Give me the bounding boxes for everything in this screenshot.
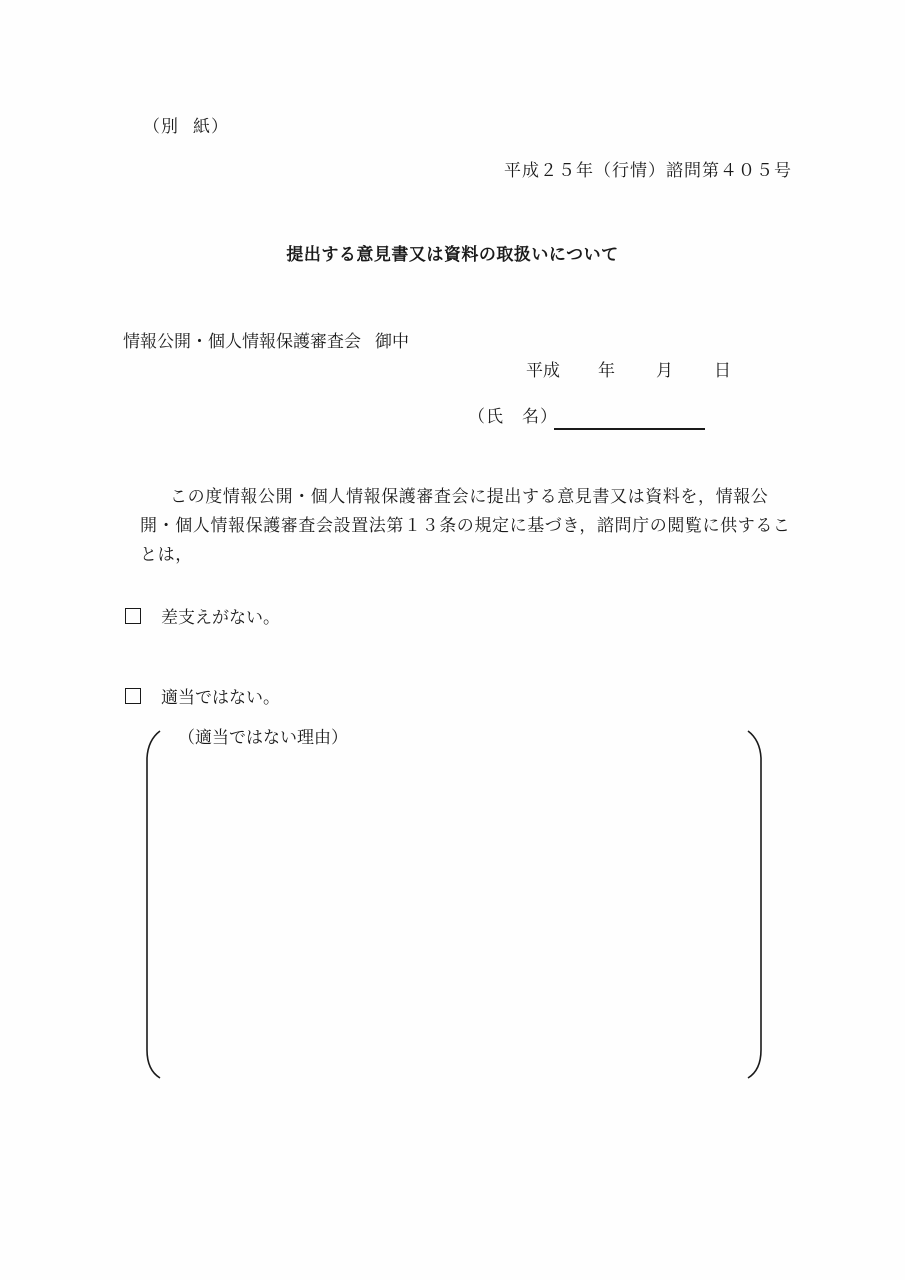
date-day-label: 日 xyxy=(714,361,731,381)
option-not-appropriate-label: 適当ではない。 xyxy=(161,688,280,708)
reference-number: 平成２５年（行情）諮問第４０５号 xyxy=(504,161,792,181)
attachment-label-close: 紙） xyxy=(193,117,229,137)
option-not-appropriate xyxy=(125,683,280,708)
option-no-objection-label: 差支えがない。 xyxy=(161,608,280,628)
signature-name-label: （氏 名） xyxy=(468,407,558,427)
reason-box-left-bracket xyxy=(138,728,164,1080)
reason-box-right-bracket xyxy=(744,728,770,1080)
no-objection-checkbox[interactable] xyxy=(125,608,141,624)
date-era: 平成 xyxy=(526,361,560,381)
addressee-name: 情報公開・個人情報保護審査会 xyxy=(123,332,361,352)
body-paragraph: この度情報公開・個人情報保護審査会に提出する意見書又は資料を，情報公開・個人情報保護審査会設置法第１３条の規定に基づき，諮問庁の閲覧に供することは， xyxy=(140,487,791,565)
addressee xyxy=(123,327,409,352)
date-year-label: 年 xyxy=(598,361,615,381)
document-title: 提出する意見書又は資料の取扱いについて xyxy=(286,245,619,265)
addressee-honorific: 御中 xyxy=(375,332,409,352)
reason-input-area[interactable] xyxy=(165,755,740,1070)
signature-line[interactable] xyxy=(554,428,705,430)
date-month-label: 月 xyxy=(656,361,673,381)
option-no-objection xyxy=(125,603,280,628)
date-line xyxy=(526,356,731,381)
not-appropriate-checkbox[interactable] xyxy=(125,688,141,704)
attachment-label xyxy=(143,112,229,137)
reason-label: （適当ではない理由） xyxy=(178,728,348,748)
attachment-label-open: （別 xyxy=(143,117,179,137)
